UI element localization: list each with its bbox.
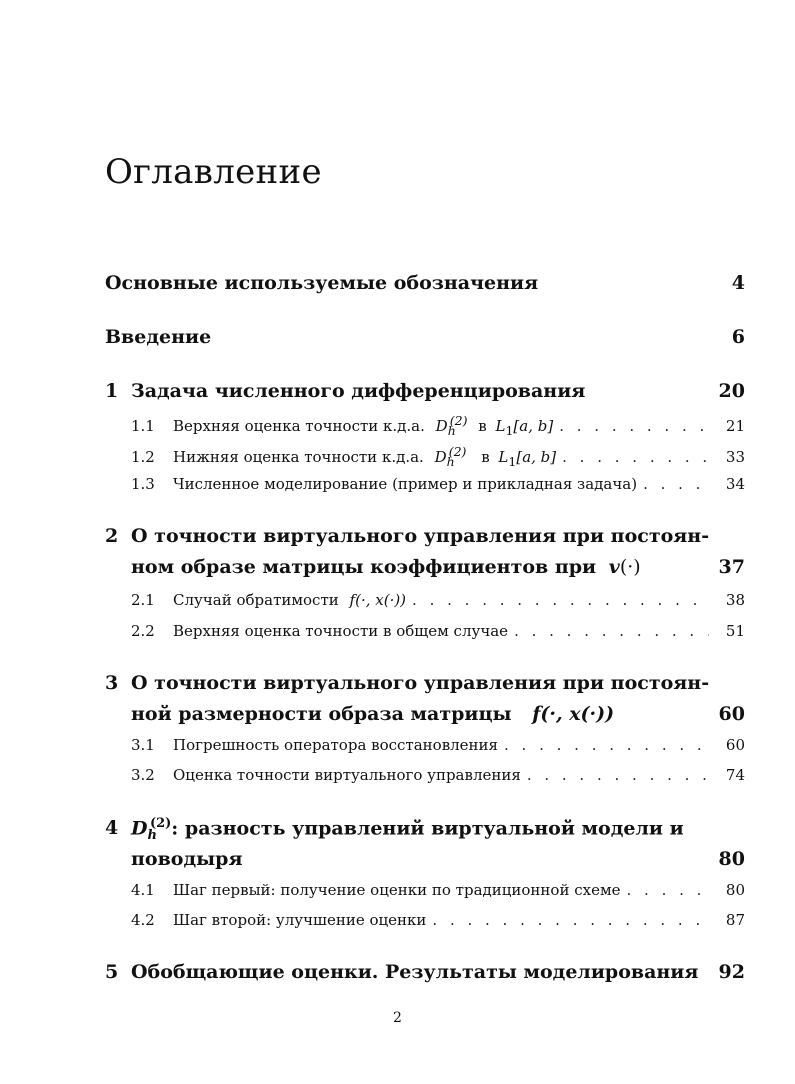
toc-section-1-1[interactable] [131, 413, 745, 438]
toc-entry-introduction[interactable] [105, 326, 745, 348]
dot-leader [559, 417, 709, 435]
toc-section-4-1[interactable] [131, 881, 745, 899]
section-number: 3.2 [131, 766, 155, 784]
toc-chapter-1[interactable] [105, 380, 745, 402]
page-number: 2 [393, 1010, 402, 1026]
toc-section-1-3[interactable] [131, 475, 745, 493]
toc-entry-notation[interactable] [105, 272, 745, 294]
chapter-number: 1 [105, 380, 119, 402]
toc-section-1-2[interactable] [131, 444, 745, 469]
section-title: Погрешность оператора восстановления [173, 736, 499, 754]
section-title: Оценка точности виртуального управления [173, 766, 521, 784]
chapter-page: 80 [718, 848, 745, 870]
chapter-number: 3 [105, 672, 119, 694]
toc-chapter-5[interactable] [105, 961, 745, 983]
dot-leader [504, 736, 709, 754]
section-number: 2.2 [131, 622, 155, 640]
dot-leader [432, 911, 709, 929]
toc-section-4-2[interactable] [131, 911, 745, 929]
chapter-page: 92 [718, 961, 745, 983]
section-title: Шаг второй: улучшение оценки [173, 911, 427, 929]
section-title: Верхняя оценка точности к.д.а. $D_h^{(2)}$ в $L_1[a$, b] [173, 413, 554, 438]
entry-page: 6 [731, 326, 745, 348]
section-page: 33 [725, 448, 745, 466]
section-number: 4.2 [131, 911, 155, 929]
dot-leader [562, 448, 709, 466]
toc-section-3-2[interactable] [131, 766, 745, 784]
section-page: 60 [725, 736, 745, 754]
chapter-title: Задача численного дифференцирования [131, 380, 586, 402]
section-title: Верхняя оценка точности в общем случае [173, 622, 509, 640]
entry-title: Основные используемые обозначения [105, 272, 539, 294]
toc-chapter-2-continued[interactable] [105, 556, 745, 578]
entry-page: 4 [731, 272, 745, 294]
chapter-number: 2 [105, 525, 119, 547]
section-page: 38 [725, 591, 745, 609]
toc-section-2-1[interactable] [131, 591, 745, 609]
section-title: Случай обратимости f(·, x(·)) [173, 591, 407, 609]
toc-chapter-4[interactable] [105, 816, 745, 843]
chapter-title-line-1: О точности виртуального управления при постоян- [131, 672, 710, 694]
dot-leader [412, 591, 709, 609]
dot-leader [627, 881, 710, 899]
section-number: 1.1 [131, 417, 155, 435]
chapter-title-line-2: ной размерности образа матрицы f(·, x(·)) [131, 703, 615, 725]
chapter-title-line-2: поводыря [131, 848, 243, 870]
section-title: Нижняя оценка точности к.д.а. $D_h^{(2)}$ в $L_1[a$, b] [173, 444, 557, 469]
section-title: Шаг первый: получение оценки по традиционной схеме [173, 881, 621, 899]
toc-chapter-4-continued[interactable] [105, 848, 745, 870]
section-page: 74 [725, 766, 745, 784]
chapter-title-line-1: $D_h^{(2)}$: разность управлений виртуальной модели и [131, 816, 684, 844]
chapter-title-line-2: ном образе матрицы коэффициентов при v(·) [131, 556, 641, 578]
section-number: 4.1 [131, 881, 155, 899]
toc-section-2-2[interactable] [131, 622, 745, 640]
dot-leader [527, 766, 709, 784]
section-number: 1.2 [131, 448, 155, 466]
toc-section-3-1[interactable] [131, 736, 745, 754]
section-title: Численное моделирование (пример и прикладная задача) [173, 475, 638, 493]
toc-chapter-3-continued[interactable] [105, 703, 745, 725]
entry-title: Введение [105, 326, 212, 348]
chapter-page: 37 [718, 556, 745, 578]
section-page: 21 [725, 417, 745, 435]
section-page: 34 [725, 475, 745, 493]
chapter-title-line-1: О точности виртуального управления при постоян- [131, 525, 710, 547]
chapter-page: 20 [718, 380, 745, 402]
section-page: 80 [725, 881, 745, 899]
page-title: Оглавление [105, 152, 322, 192]
chapter-number: 5 [105, 961, 119, 983]
toc-chapter-2[interactable] [105, 525, 745, 547]
section-number: 3.1 [131, 736, 155, 754]
chapter-title: Обобщающие оценки. Результаты моделирования [131, 961, 699, 983]
chapter-page: 60 [718, 703, 745, 725]
section-page: 51 [725, 622, 745, 640]
dot-leader [514, 622, 709, 640]
section-number: 1.3 [131, 475, 155, 493]
dot-leader [643, 475, 709, 493]
chapter-number: 4 [105, 817, 119, 840]
section-number: 2.1 [131, 591, 155, 609]
toc-chapter-3[interactable] [105, 672, 745, 694]
section-page: 87 [725, 911, 745, 929]
